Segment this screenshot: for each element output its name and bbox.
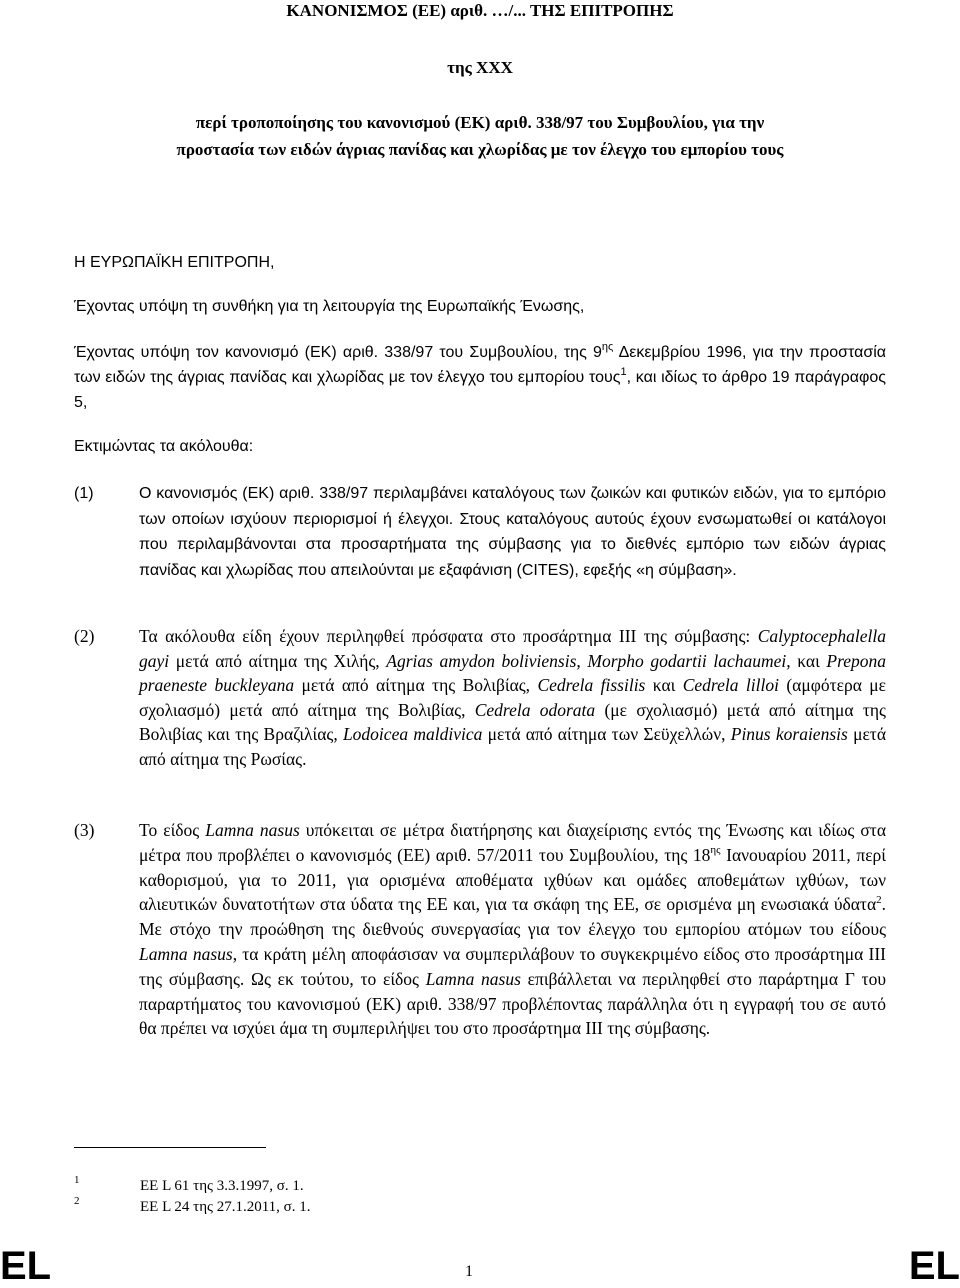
footnote-text: ΕΕ L 61 της 3.3.1997, σ. 1. — [140, 1178, 304, 1194]
commission-heading: Η ΕΥΡΩΠΑΪΚΗ ΕΠΙΤΡΟΠΗ, — [74, 254, 275, 271]
recital-text: Το είδος Lamna nasus υπόκειται σε μέτρα διατήρησης και διαχείρισης εντός της Ένωσης και ιδίως στα μέτρα που προβλέπει ο κανονισμός (ΕΕ) αριθ. 57/2011 του Συμβουλίου, της $18^{\eta\varsigma}$ Ιανουαρίου 2011, περί καθορισμού, για το 2011, για ορισμένα αποθέματα ιχθύων και ομάδες αποθεμάτων ιχθύων, των αλιευτικών δυνατοτήτων στα ύδατα της ΕΕ και, για τα σκάφη της ΕΕ, σε ορισμένα μη ενωσιακά ύδατα$^2$. Με στόχο την προώθηση της διεθνούς συνεργασίας για τον έλεγχο του εμπορίου ατόμων του είδους Lamna nasus, τα κράτη μέλη αποφάσισαν να συμπεριλάβουν το συγκεκριμένο είδος στο προσάρτημα III της σύμβασης. Ως εκ τούτου, το είδος Lamna nasus επιβάλλεται να περιληφθεί στο παράρτημα Γ του παραρτήματος του κανονισμού (ΕΚ) αριθ. 338/97 προβλέποντας παράλληλα ότι η εγγραφή του σε αυτό θα πρέπει να ισχύει άμα τη συμπεριλήψει του στο προσάρτημα III της σύμβασης. — [139, 820, 887, 1039]
page-number: 1 — [465, 1263, 473, 1280]
recital-text: Ο κανονισμός (ΕΚ) αριθ. 338/97 περιλαμβάνει καταλόγους των ζωικών και φυτικών ειδών, για το εμπόριο των οποίων ισχύουν περιορισμοί ή έλεγχοι. Στους καταλόγους αυτούς έχουν ενσωματωθεί οι κατάλογοι που περιλαμβάνονται στα προσαρτήματα της σύμβασης για το διεθνές εμπόριο των ειδών άγριας πανίδας και χλωρίδας που απειλούνται με εξαφάνιση (CITES), εφεξής «η σύμβαση». — [139, 485, 886, 579]
whereas-heading: Εκτιμώντας τα ακόλουθα: — [74, 438, 254, 455]
document-date: της XXX — [447, 58, 513, 77]
regulation-citation: Έχοντας υπόψη τον κανονισμό (ΕΚ) αριθ. 338/97 του Συμβουλίου, της $9^{\eta\varsigma}$ Δεκεμβρίου 1996, για την προστασία των ειδών της άγριας πανίδας και χλωρίδας με τον έλεγχο του εμπορίου τους$^1$, και ιδίως το άρθρο 19 παράγραφος 5, — [74, 340, 887, 411]
document-subject-line-2: προστασία των ειδών άγριας πανίδας και χλωρίδας με τον έλεγχο του εμπορίου τους — [176, 140, 784, 159]
footnote-1 — [74, 1176, 674, 1196]
footnote-2 — [74, 1197, 674, 1217]
recital-1 — [74, 481, 886, 583]
recital-2 — [74, 624, 886, 771]
recital-text: Τα ακόλουθα είδη έχουν περιληφθεί πρόσφατα στο προσάρτημα III της σύμβασης: Calyptocephalella gayi μετά από αίτημα της Χιλής, Agrias amydon boliviensis, Morpho godartii lachaumei, και Prepona praeneste buckleyana μετά από αίτημα της Βολιβίας, Cedrela fissilis και Cedrela lilloi (αμφότερα με σχολιασμό) μετά από αίτημα της Βολιβίας, Cedrela odorata (με σχολιασμό) μετά από αίτημα της Βολιβίας και της Βραζιλίας, Lodoicea maldivica μετά από αίτημα των Σεϋχελλών, Pinus koraiensis μετά από αίτημα της Ρωσίας. — [139, 626, 887, 769]
recital-3 — [74, 818, 886, 1041]
footnote-number: 2 — [74, 1195, 80, 1207]
document-subject-line-1: περί τροποποίησης του κανονισμού (ΕΚ) αριθ. 338/97 του Συμβουλίου, για την — [195, 113, 765, 132]
recital-number: (3) — [74, 820, 95, 840]
recital-number: (2) — [74, 626, 95, 646]
document-title: ΚΑΝΟΝΙΣΜΟΣ (ΕΕ) αριθ. …/... ΤΗΣ ΕΠΙΤΡΟΠΗΣ — [286, 1, 674, 20]
footnote-text: ΕΕ L 24 της 27.1.2011, σ. 1. — [140, 1199, 311, 1215]
footnote-ref-1[interactable]: 1 — [620, 365, 627, 378]
footnote-separator — [74, 1147, 266, 1148]
recital-number: (1) — [74, 485, 94, 502]
footnote-ref-2[interactable]: 2 — [876, 893, 882, 906]
treaty-citation: Έχοντας υπόψη τη συνθήκη για τη λειτουργία της Ευρωπαϊκής Ένωσης, — [74, 298, 585, 315]
footnote-number: 1 — [74, 1174, 80, 1186]
language-code-right: EL — [908, 1244, 960, 1288]
language-code-left: EL — [0, 1244, 52, 1288]
